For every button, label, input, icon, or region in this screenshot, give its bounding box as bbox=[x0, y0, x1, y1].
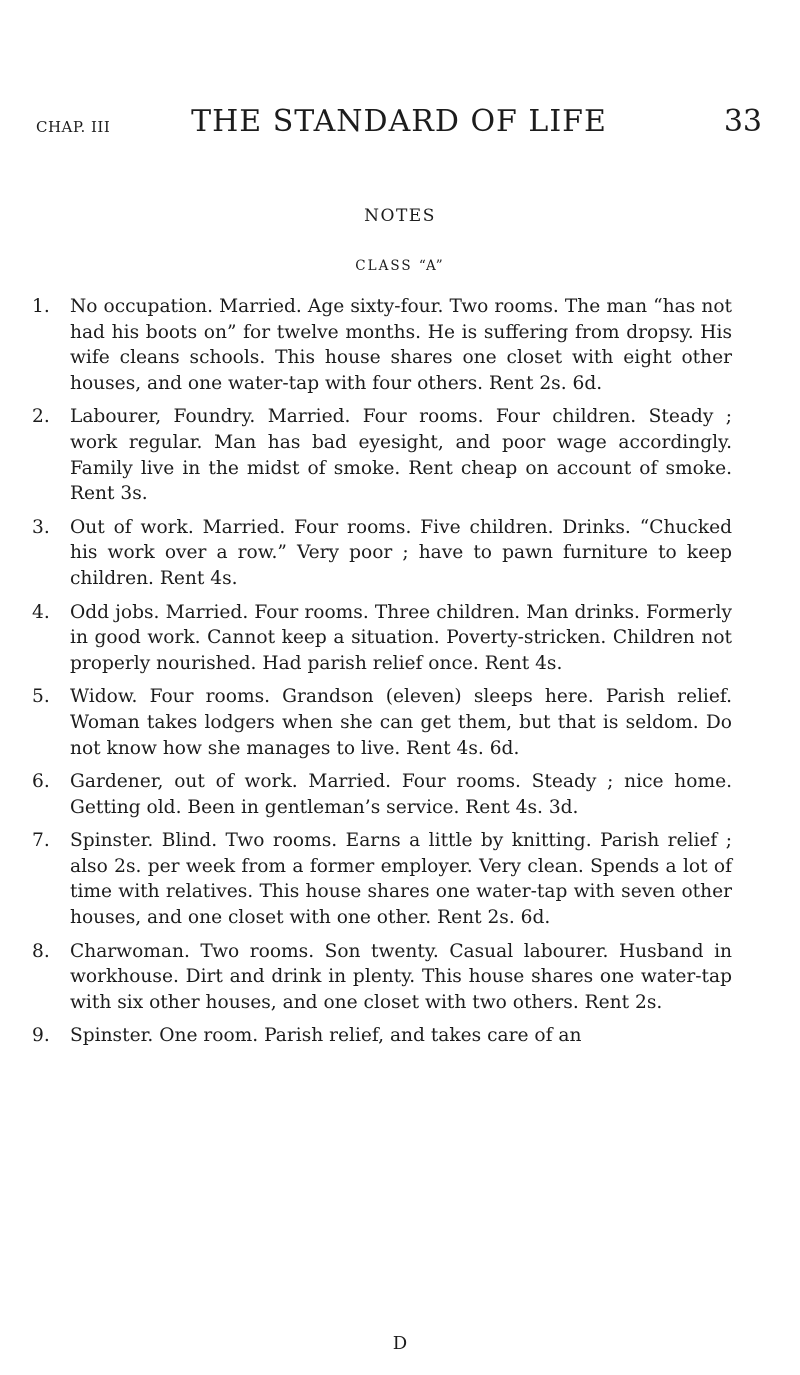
note-number: 4. bbox=[32, 601, 50, 623]
note-number: 8. bbox=[32, 940, 50, 962]
note-number: 2. bbox=[32, 406, 50, 428]
note-item bbox=[32, 684, 732, 761]
note-text: Gardener, out of work. Married. Four rooms. Steady ; nice home. Getting old. Been in gentleman’s service. Rent 4s. 3d. bbox=[70, 771, 732, 818]
note-item bbox=[32, 828, 732, 930]
note-item bbox=[32, 404, 732, 506]
signature-mark: D bbox=[392, 1333, 408, 1354]
notes-list bbox=[32, 294, 732, 1057]
note-text: Spinster. One room. Parish relief, and takes care of an bbox=[70, 1025, 582, 1047]
note-text: Widow. Four rooms. Grandson (eleven) sleeps here. Parish relief. Woman takes lodgers when she can get them, but that is seldom. Do not know how she manages to live. Rent 4s. 6d. bbox=[70, 686, 732, 759]
running-title: THE STANDARD OF LIFE bbox=[191, 104, 607, 139]
note-text: Spinster. Blind. Two rooms. Earns a little by knitting. Parish relief ; also 2s. per week from a former employer. Very clean. Spends a lot of time with relatives. This house shares one water-tap with seven other houses, and one closet with one other. Rent 2s. 6d. bbox=[70, 830, 732, 929]
note-number: 1. bbox=[32, 296, 50, 317]
note-item bbox=[32, 600, 732, 677]
note-item bbox=[32, 939, 732, 1016]
note-text: Out of work. Married. Four rooms. Five children. Drinks. “Chucked his work over a row.” Very poor ; have to pawn furniture to keep children. Rent 4s. bbox=[70, 516, 732, 589]
note-text: Odd jobs. Married. Four rooms. Three children. Man drinks. Formerly in good work. Cannot keep a situation. Poverty-stricken. Children not properly nourished. Had parish relief once. Rent 4s. bbox=[70, 601, 732, 674]
note-item bbox=[32, 1023, 732, 1049]
note-item bbox=[32, 515, 732, 592]
section-heading: NOTES bbox=[364, 206, 436, 226]
page-number: 33 bbox=[723, 104, 762, 139]
note-text: No occupation. Married. Age sixty-four. Two rooms. The man “has not had his boots on” for twelve months. He is suffering from dropsy. His wife cleans schools. This house shares one closet with eight other houses, and one water-tap with four others. Rent 2s. 6d. bbox=[70, 296, 732, 394]
class-label: CLASS “A” bbox=[355, 258, 445, 274]
note-text: Charwoman. Two rooms. Son twenty. Casual labourer. Husband in workhouse. Dirt and drink in plenty. This house shares one water-tap with six other houses, and one closet with two others. Rent 2s. bbox=[70, 940, 732, 1013]
chapter-label: CHAP. III bbox=[36, 118, 111, 136]
running-head bbox=[36, 104, 762, 148]
note-number: 9. bbox=[32, 1025, 50, 1047]
note-text: Labourer, Foundry. Married. Four rooms. Four children. Steady ; work regular. Man has bad eyesight, and poor wage accordingly. Family live in the midst of smoke. Rent cheap on account of smoke. Rent 3s. bbox=[70, 406, 732, 505]
note-item bbox=[32, 294, 732, 396]
note-item bbox=[32, 769, 732, 820]
note-number: 5. bbox=[32, 686, 50, 708]
note-number: 7. bbox=[32, 830, 50, 852]
note-number: 3. bbox=[32, 516, 50, 538]
note-number: 6. bbox=[32, 771, 50, 793]
